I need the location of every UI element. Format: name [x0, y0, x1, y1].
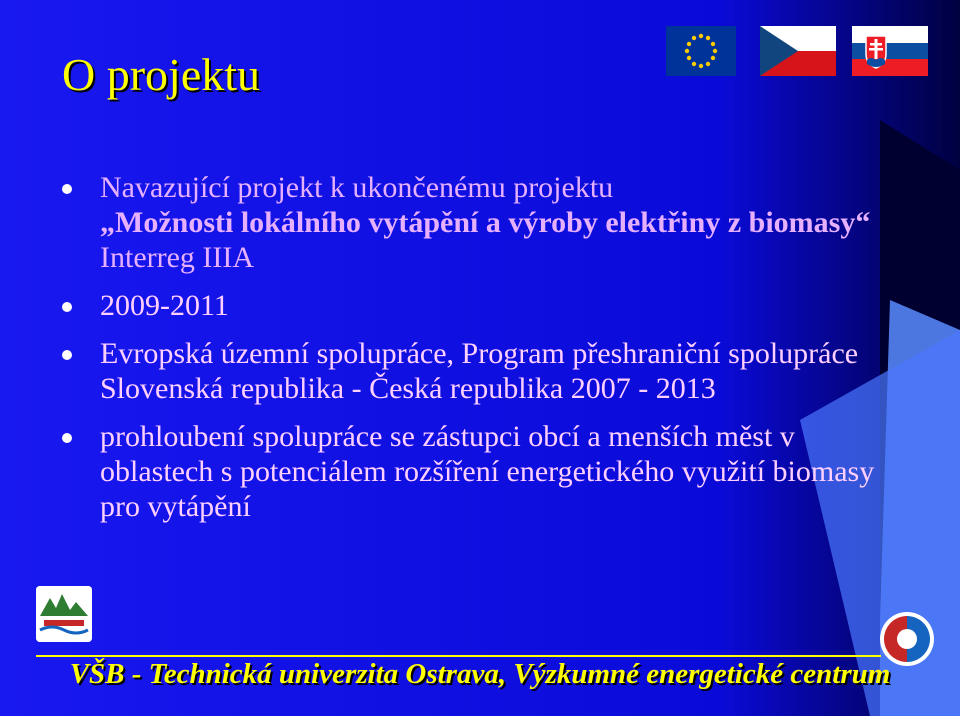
- bullet-item: [62, 288, 882, 323]
- bullet-text: prohloubení spolupráce se zástupci obcí a menších měst v oblastech s potenciálem rozšíření energetického využití biomasy pro vytápění: [100, 420, 875, 523]
- bullet-bold-text: „Možnosti lokálního vytápění a výroby elektřiny z biomasy“: [100, 206, 871, 239]
- footer-separator: [36, 655, 881, 657]
- bullet-list: [62, 170, 882, 537]
- bullet-text: Navazující projekt k ukončenému projektu: [100, 171, 614, 204]
- bullet-item: [62, 419, 882, 524]
- bullet-text: Interreg IIIA: [100, 241, 255, 274]
- project-logo-icon: [36, 586, 92, 642]
- bullet-item: [62, 336, 882, 406]
- slovak-flag-icon: [852, 26, 928, 76]
- footer-text: VŠB - Technická univerzita Ostrava, Výzkumné energetické centrum: [69, 658, 891, 690]
- bullet-text: 2009-2011: [100, 289, 229, 322]
- bullet-dot-icon: [62, 433, 72, 443]
- bullet-item: [62, 170, 882, 275]
- bullet-text: Evropská územní spolupráce, Program přeshraniční spolupráce Slovenská republika - Česká republika 2007 - 2013: [100, 337, 859, 405]
- bullet-dot-icon: [62, 350, 72, 360]
- bullet-dot-icon: [62, 184, 72, 194]
- czech-flag-icon: [760, 26, 836, 76]
- eu-flag-icon: [666, 26, 736, 76]
- bullet-dot-icon: [62, 302, 72, 312]
- slide-title: O projektu: [62, 49, 261, 100]
